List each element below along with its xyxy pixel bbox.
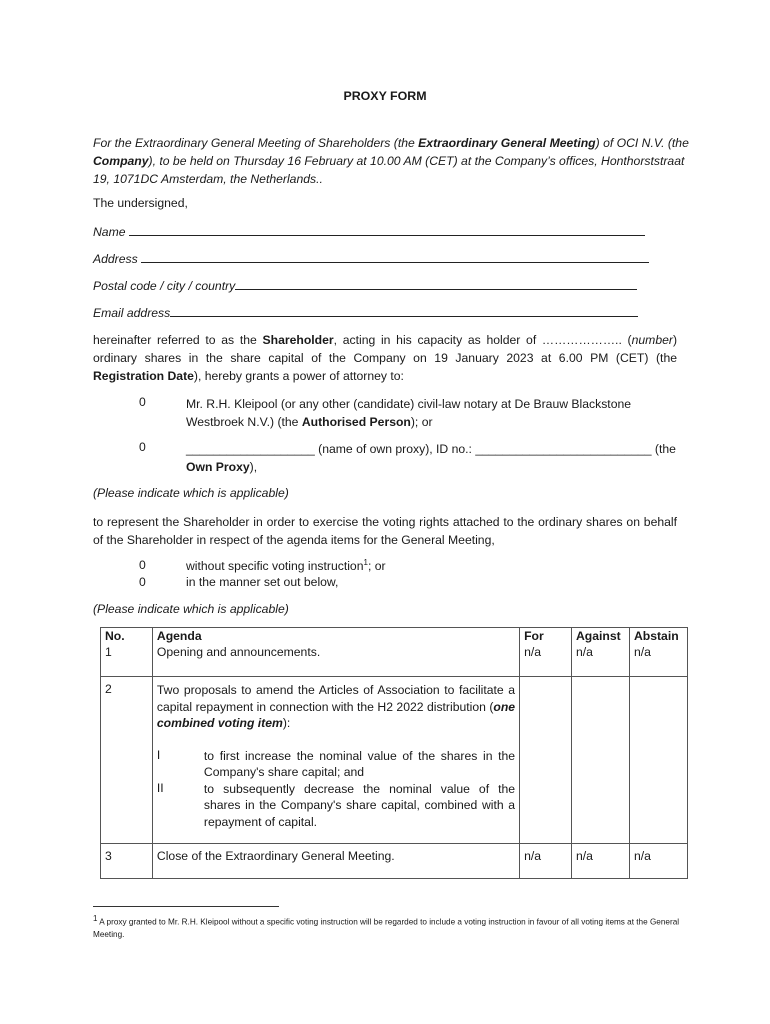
- hereinafter-bold-registration: Registration Date: [93, 369, 194, 383]
- attorney-option-2-text-2: ),: [249, 460, 258, 474]
- voting-option-1-checkbox[interactable]: 0: [139, 558, 146, 572]
- sub-item-2-number: II: [156, 780, 164, 795]
- address-field[interactable]: [93, 250, 649, 266]
- name-label: Name: [93, 225, 126, 239]
- row-3-for[interactable]: n/a: [520, 844, 572, 879]
- attorney-option-2-checkbox[interactable]: 0: [139, 440, 146, 454]
- name-input-line[interactable]: [129, 223, 645, 236]
- attorney-option-2-text: [186, 440, 678, 476]
- row-2-abstain[interactable]: [629, 677, 687, 844]
- row-1-against[interactable]: n/a: [571, 644, 629, 677]
- voting-option-2-checkbox[interactable]: 0: [139, 575, 146, 589]
- hereinafter-italic-number: number: [631, 333, 673, 347]
- intro-bold-meeting: Extraordinary General Meeting: [418, 136, 596, 150]
- agenda-table: [100, 627, 688, 879]
- row-2-no: 2: [101, 677, 153, 844]
- name-field[interactable]: [93, 223, 645, 239]
- attorney-option-1-text-2: ); or: [410, 415, 433, 429]
- row-2-agenda-text-2: ):: [282, 716, 291, 730]
- postal-field[interactable]: [93, 277, 637, 293]
- row-2-sub-item-2: [157, 781, 515, 831]
- row-1-for[interactable]: n/a: [520, 644, 572, 677]
- hereinafter-bold-shareholder: Shareholder: [262, 333, 334, 347]
- address-label: Address: [93, 252, 138, 266]
- header-no: No.: [101, 628, 153, 645]
- footnote-divider: [93, 906, 279, 907]
- attorney-option-1-checkbox[interactable]: 0: [139, 395, 146, 409]
- hereinafter-paragraph: [93, 331, 677, 385]
- voting-option-1-text: [186, 558, 386, 573]
- postal-label: Postal code / city / country: [93, 279, 236, 293]
- row-2-against[interactable]: [571, 677, 629, 844]
- row-3-no: 3: [101, 844, 153, 879]
- row-1-no: 1: [101, 644, 153, 677]
- row-3-agenda: Close of the Extraordinary General Meeting.: [152, 844, 519, 879]
- footnote-ref-1: 1: [363, 558, 368, 567]
- table-header-row: [101, 628, 688, 645]
- intro-bold-company: Company: [93, 154, 149, 168]
- intro-text-3: ), to be held on Thursday 16 February at 10.00 AM (CET) at the Company’s offices, Honthorststraat 19, 1071DC Amsterdam, the Netherlands..: [93, 154, 685, 186]
- footnote-mark: 1: [93, 914, 98, 923]
- row-3-abstain[interactable]: n/a: [629, 844, 687, 879]
- row-1-abstain[interactable]: n/a: [629, 644, 687, 677]
- attorney-option-2-text-1: ___________________ (name of own proxy), ID no.: __________________________ (the: [186, 442, 676, 456]
- hereinafter-text-3: ) ordinary shares in the share capital of the Company on 19 January 2023 at 6.00 PM (CET) (the: [93, 333, 677, 365]
- attorney-option-1-text-1: Mr. R.H. Kleipool (or any other (candidate) civil-law notary at De Brauw Blackstone Westbroek N.V.) (the: [186, 397, 632, 429]
- row-2-agenda: [152, 677, 519, 844]
- table-row: [101, 844, 688, 879]
- row-3-against[interactable]: n/a: [571, 844, 629, 879]
- header-against: Against: [571, 628, 629, 645]
- address-input-line[interactable]: [141, 250, 649, 263]
- sub-item-2-text: to subsequently decrease the nominal value of the shares in the Company's share capital, combined with a repayment of capital.: [203, 781, 516, 829]
- indicate-note-2: (Please indicate which is applicable): [93, 602, 289, 616]
- hereinafter-text-1: hereinafter referred to as the: [93, 333, 263, 347]
- header-abstain: Abstain: [629, 628, 687, 645]
- voting-option-2-text: [186, 575, 338, 589]
- intro-text-2: ) of OCI N.V. (the: [595, 136, 689, 150]
- intro-text-1: For the Extraordinary General Meeting of Shareholders (the: [93, 136, 419, 150]
- hereinafter-text-2: , acting in his capacity as holder of ……………….. (: [333, 333, 632, 347]
- email-label: Email address: [93, 306, 171, 320]
- intro-paragraph: [93, 134, 691, 188]
- sub-item-1-text: to first increase the nominal value of the shares in the Company's share capital; and: [203, 748, 516, 779]
- sub-item-1-number: I: [156, 747, 161, 762]
- email-input-line[interactable]: [170, 304, 638, 317]
- attorney-option-1-bold: Authorised Person: [301, 415, 411, 429]
- postal-input-line[interactable]: [235, 277, 637, 290]
- email-field[interactable]: [93, 304, 638, 320]
- represent-paragraph: to represent the Shareholder in order to exercise the voting rights attached to the ordinary shares on behalf of the Shareholder in respect of the agenda items for the General Meeting,: [93, 515, 677, 547]
- row-2-agenda-description: [157, 682, 515, 732]
- table-row: [101, 677, 688, 844]
- page-title: PROXY FORM: [343, 89, 427, 103]
- header-agenda: Agenda: [152, 628, 519, 645]
- header-for: For: [520, 628, 572, 645]
- voting-option-1-after: ; or: [367, 559, 386, 574]
- row-2-agenda-bold-italic: one combined voting item: [156, 699, 516, 730]
- attorney-option-2-bold: Own Proxy: [186, 460, 250, 474]
- indicate-note-1: (Please indicate which is applicable): [93, 486, 289, 500]
- table-row: [101, 644, 688, 677]
- attorney-option-1-text: [186, 395, 678, 431]
- hereinafter-text-4: ), hereby grants a power of attorney to:: [193, 369, 404, 383]
- undersigned-label: The undersigned,: [93, 196, 188, 210]
- voting-option-1-label: without specific voting instruction: [186, 559, 364, 574]
- footnote: [93, 913, 683, 941]
- footnote-text: A proxy granted to Mr. R.H. Kleipool without a specific voting instruction will be regarded to include a voting instruction in favour of all voting items at the General Meeting.: [93, 917, 680, 939]
- row-2-agenda-text-1: Two proposals to amend the Articles of Association to facilitate a capital repayment in connection with the H2 2022 distribution (: [156, 683, 516, 714]
- voting-option-2-label: in the manner set out below,: [186, 575, 339, 589]
- row-2-sub-item-1: [157, 748, 515, 781]
- row-2-for[interactable]: [520, 677, 572, 844]
- row-1-agenda: Opening and announcements.: [152, 644, 519, 677]
